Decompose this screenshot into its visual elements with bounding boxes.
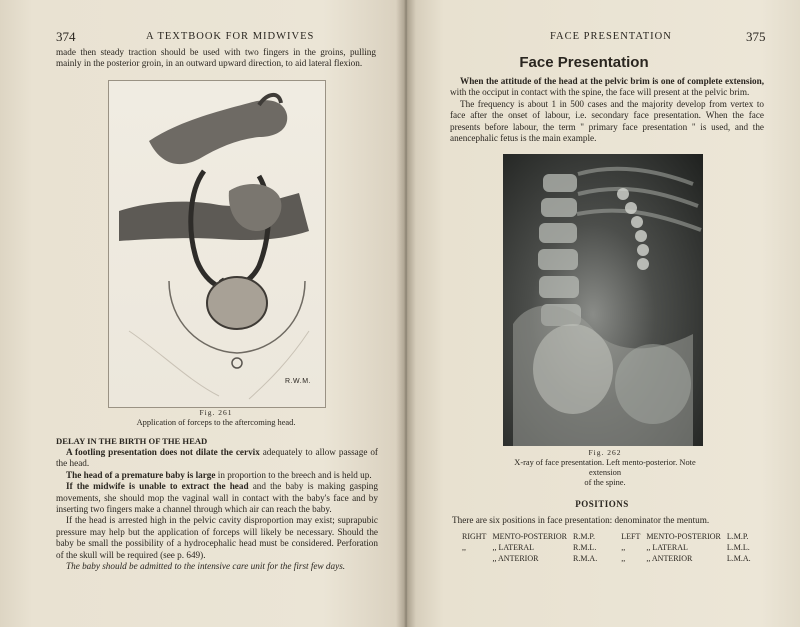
paragraph-arrested: If the head is arrested high in the pelvic cavity disproportion may exist; suprapubic pressure may help but the application of forceps will likely be necessary. Should the baby be small the possibility of a hydrocephalic head must be considered. Perforation of the skull will be required (see p. 649). <box>56 515 378 560</box>
figure-261-label: Fig. 261 <box>199 408 233 417</box>
positions-cell: R.M.A. <box>572 554 598 563</box>
footling-rest: adequately to allow passage of the head. <box>56 447 378 469</box>
paragraph-frequency: The frequency is about 1 in 500 cases and the majority develop from vertex to face after the onset of labour, i.e. secondary face presentation. When the face presents before labour, the term " primary face presentation " is used, and the anencephalic fetus is the main example. <box>450 98 764 144</box>
positions-cell: L.M.P. <box>726 532 749 541</box>
book-gutter <box>396 0 416 627</box>
positions-cell: LEFT <box>621 532 641 541</box>
positions-cell: R.M.L. <box>572 543 597 552</box>
running-head-left: A TEXTBOOK FOR MIDWIVES <box>146 31 315 42</box>
xray-image <box>503 154 703 446</box>
forceps-drawing <box>109 81 325 407</box>
intro-paragraph: made then steady traction should be used with two fingers in the groins, pulling mainly in the posterior groin, in an outward upward direction, to aid lateral flexion. <box>56 47 376 69</box>
positions-cell: ,, <box>462 543 466 552</box>
positions-cell: ,, LATERAL <box>492 543 535 552</box>
positions-cell: L.M.A. <box>726 554 751 563</box>
positions-cell: ,, ANTERIOR <box>646 554 693 563</box>
positions-cell: MENTO-POSTERIOR <box>646 532 721 541</box>
positions-table <box>462 531 757 564</box>
section-heading-delay: DELAY IN THE BIRTH OF THE HEAD <box>56 436 208 446</box>
positions-cell: R.M.P. <box>572 532 595 541</box>
face-presentation-body <box>450 76 764 144</box>
positions-intro: There are six positions in face presentation: denominator the mentum. <box>452 515 710 525</box>
attitude-rest: with the occiput in contact with the spine, the face will present at the pelvic brim. <box>450 87 750 98</box>
positions-cell: ,, LATERAL <box>646 543 688 552</box>
attitude-bold: When the attitude of the head at the pelvic brim is one of complete extension, <box>460 76 764 86</box>
paragraph-intensive-care: The baby should be admitted to the intensive care unit for the first few days. <box>66 561 346 572</box>
paragraph-midwife <box>56 481 378 515</box>
positions-cell: ,, <box>621 543 626 552</box>
positions-row <box>462 542 757 553</box>
delay-section-body <box>56 447 378 572</box>
positions-cell: ,, <box>621 554 626 563</box>
figure-262-caption-line2: of the spine. <box>584 478 626 487</box>
premature-rest: in proportion to the breech and is held up. <box>215 469 372 480</box>
positions-row <box>462 531 757 542</box>
figure-262-caption-block <box>500 448 710 488</box>
figure-261-caption: Application of forceps to the aftercoming head. <box>136 418 296 427</box>
paragraph-attitude <box>450 76 764 99</box>
positions-heading: POSITIONS <box>575 499 629 509</box>
page-number-left: 374 <box>56 29 76 44</box>
midwife-rest: and the baby is making gasping movements, she should mop the vaginal wall in contact with the baby's face and by inserting two fingers make a channel through which air can reach the baby. <box>56 481 378 515</box>
figure-262-caption-line1: X-ray of face presentation. Left mento-posterior. Note extension <box>514 458 696 477</box>
intro-text <box>56 47 376 70</box>
positions-cell: ,, ANTERIOR <box>492 554 539 563</box>
page-title: Face Presentation <box>519 54 649 71</box>
page-number-right: 375 <box>746 29 766 44</box>
positions-cell <box>462 553 492 564</box>
footling-bold: A footling presentation does not dilate the cervix <box>66 447 260 457</box>
running-head-right: FACE PRESENTATION <box>550 31 672 42</box>
figure-262-label: Fig. 262 <box>588 448 622 457</box>
face-presentation-xray <box>503 154 703 446</box>
midwife-bold: If the midwife is unable to extract the head <box>66 481 249 492</box>
positions-cell: L.M.L. <box>726 543 750 552</box>
premature-bold: The head of a premature baby is large <box>66 469 216 480</box>
paragraph-footling <box>56 447 378 470</box>
figure-261-caption-block <box>108 408 324 428</box>
forceps-illustration <box>108 80 326 408</box>
positions-cell: RIGHT <box>462 532 487 541</box>
positions-cell: MENTO-POSTERIOR <box>492 532 567 541</box>
positions-row <box>462 553 757 564</box>
positions-table-body <box>462 531 757 564</box>
paragraph-premature <box>56 470 378 481</box>
illustrator-signature: R.W.M. <box>285 378 311 385</box>
